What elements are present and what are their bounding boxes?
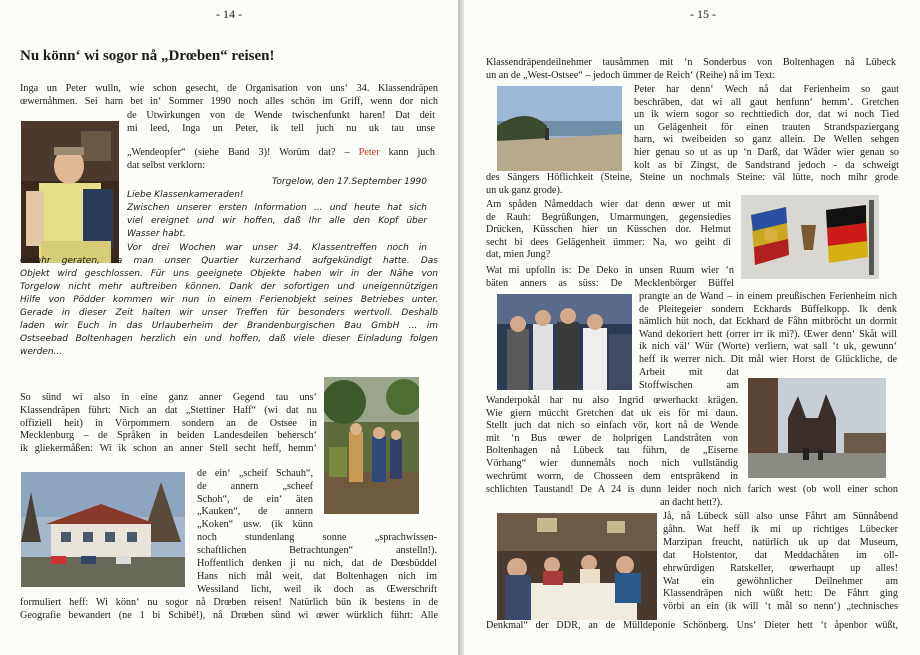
body-line: Mecklenburg – de Språken in beiden Landesdeilen behersch‘	[20, 430, 317, 442]
body-line: Geografie bewandert (ne 1 bi Schibé!), nå Drœben sünd wi œwer würklich führt: Alle	[20, 609, 438, 621]
photo-beach	[497, 86, 622, 171]
body-line: Arbeit mit dat	[639, 367, 739, 378]
body-line: un ik wiern sogor so rechttiedich dor, dat wi noch Tied	[634, 109, 899, 121]
body-line: Stoffwischen am	[639, 379, 739, 391]
left-page	[0, 0, 458, 655]
body-line: un uk ganz grode).	[486, 184, 563, 196]
body-line: So sünd wi also in eine ganz anner Gegend tau uns‘	[20, 392, 317, 403]
peter-name: Peter	[358, 147, 380, 158]
body-line: Wand dekoriert hett (orrer irr ik mi?). Œwer denn‘ Skåt will	[639, 328, 897, 340]
body-line: an dacht hett?).	[660, 496, 723, 508]
body-line: harn, wi tweibeiden so ganz allein. De Wellen sehgen	[634, 134, 899, 146]
body-line: noch stundenlang sonne „sprachwissen-	[197, 532, 437, 543]
body-line: Klassendräpen nich wüßt hett: De Fåhrt ging	[663, 588, 898, 600]
letter-line: Gerade in dieser Zeit halten wir unser Treffen für besonders wertvoll. Deshalb	[20, 308, 438, 318]
body-line: Denkmal“ der DDR, an de Mülldeponie Schönberg. Uns‘ Dieter hett ‘t åpenbor wüßt,	[486, 620, 898, 631]
body-line: Stellt juch dat nich so einfach vör, kort nå de Wende	[486, 420, 738, 432]
page-number: - 14 -	[216, 7, 242, 21]
intro-line: de Utwirkungen von de Wende twischenfunkt haren! Dat deit	[127, 110, 435, 121]
letter-line: Gefahr geraten, da man unser Quartier kurzerhand aufgekündigt hatte. Das	[20, 255, 438, 266]
article-title: Nu könn‘ wi sogor nå „Drœben“ reisen!	[20, 48, 275, 64]
body-line: Wat ein gewöhnlicher Deilnehmer am	[663, 575, 898, 587]
letter-line: laden wir Euch in das Urlauberheim der Brandenburgischen Bau GmbH ... im	[20, 321, 438, 332]
body-line: secht bi dees Gelägenheit ümmer: Na, wo geiht di	[486, 236, 731, 248]
letter-line: Objekt wird geschlossen. Für uns geeignete Objekte haben wir in der Nähe von	[20, 268, 438, 279]
body-line: des Sängers Höflichkeit (Steine, Steine un nochmals Steine: väl lütte, noch mihr grode	[486, 172, 898, 183]
body-line: mit ‘n Bus œwer de holprigen Landstråten von	[486, 432, 738, 444]
body-line: Am spåden Nåmeddach wier dat denn œwer ut mit	[486, 199, 731, 210]
photo-flags-buffalo	[741, 195, 879, 279]
intro-line: dat selbst verklorn:	[127, 160, 206, 171]
page-number: - 15 -	[690, 7, 716, 21]
body-line: Schoh“, de ein‘ äten	[197, 493, 313, 505]
photo-peter	[21, 121, 119, 263]
body-line: prangte an de Wand – in einem preußischen Ferienheim nich	[639, 291, 897, 302]
intro-line: œwernåhmen. Sei harn bet in‘ Sommer 1990 noch alles schön im Griff, wenn dor nich	[20, 96, 438, 108]
body-line: dat Holstentor, dat Meddachåten im oll-	[663, 549, 898, 561]
body-line: un an de „West-Ostsee“ – jedoch ümmer de Reich‘ (Reihe) nå im Text:	[486, 69, 776, 81]
intro-line: mi leed, Inga un Peter, ik tell juch nu uk tau unse	[127, 122, 435, 134]
photo-restaurant	[497, 513, 657, 620]
body-line: nämlich hüt noch, dat Eckhard de Fåhn mitbröcht un dormit	[639, 316, 897, 328]
body-line: schaftlichen Betrachtungen“ anstelln!).	[197, 545, 437, 556]
body-line: Peter har denn‘ Wech nå dat Ferienheim so gaut	[634, 84, 899, 95]
body-line: un Gelägenheit för einen trauten Strandspaziergang	[634, 121, 899, 133]
body-line: „Kauken“, de annern	[197, 506, 313, 518]
body-line: Marzipan freucht, natürlich uk up dat Museum,	[663, 536, 898, 548]
body-line: Hoffentlich denken ji nu nich, dat de Dœsbüddel	[197, 558, 437, 569]
letter-line: Hilfe von Pödder kommen wir nun in einem Ferienobjekt seines Betriebes unter.	[20, 294, 438, 305]
letter-line: viel ereignet und wir hoffen, daß Ihr alle den Kopf über	[127, 216, 427, 227]
body-line: de ein‘ „scheif Schauh“,	[197, 468, 313, 479]
body-line: ik nich väl‘ Wür (Worte) verliern, wat sall ‘t uk, gewunn‘	[639, 341, 897, 353]
letter-line: Liebe Klassenkameraden!	[127, 190, 244, 201]
body-line: Wessiland licht, weil ik doch as Œwerschrift	[197, 584, 437, 595]
body-line: beschräben, dat wi all gaut henfunn‘ hemm‘. Gretchen	[634, 96, 899, 108]
body-line: dat, mien Jung?	[486, 249, 551, 261]
body-line: formuliert heff: Wi könn‘ nu sogor nå Drœben reisen! Natürlich bün ik bestens in de	[20, 597, 438, 608]
body-line: Klassendräpen führt: Nich an dat „Stettiner Haff“ (wi dat nu	[20, 404, 317, 416]
photo-holstentor	[748, 378, 886, 478]
body-line: de Rauh: Begrüßungen, Umarmungen, gegensiedies	[486, 211, 731, 223]
body-line: Hans nich mål weit, dat Boltenhagen nich im	[197, 571, 437, 582]
intro-line: Inga un Peter wulln, wie schon gesecht, de Organisation von uns‘ 34. Klassendräpen	[20, 83, 438, 94]
right-page	[464, 0, 920, 655]
body-line: Wie giern müccht Gretchen dat uk eis för mi daun.	[486, 407, 738, 419]
body-line: vörbi an ein (ik will ‘t mål so nenn‘) „technisches	[663, 601, 898, 613]
letter-line: Torgelow, den 17.September 1990	[272, 177, 427, 187]
body-line: hier genau so ut as up ‘n Darß, dat Wåder wier genau so	[634, 147, 899, 158]
letter-line: werden...	[20, 347, 63, 358]
letter-line: Torgelow nicht mehr auftreiben können. Dank der sofortigen und uneigennützigen	[20, 281, 438, 292]
body-line: offiziell heit) in Vörpommern sondern an de Ostsee in	[20, 417, 317, 429]
body-line: Vörhang“ wier dunnemåls noch nich vullständig	[486, 458, 738, 469]
letter-line: Vor drei Wochen war unser 34. Klassentreffen noch in	[127, 242, 427, 253]
body-line: Klassendräpendeilnehmer tausåmmen mit ‘n Sonderbus von Boltenhagen nå Lübeck	[486, 57, 896, 68]
photo-men-toast	[497, 294, 632, 390]
body-line: „Koken“ usw. (ik künn	[197, 519, 313, 531]
body-line: schlichten Taustand! De A 24 is dunn leider noch nich farich west (ob woll einer schon	[486, 484, 898, 495]
letter-line: Ostseebad Boltenhagen herzlich ein und hoffen, daß viele dieser Einladung folgen	[20, 334, 438, 345]
body-line: de Pleitegeier sondern Eckhards Büffelkopp. Ik denk	[639, 303, 897, 315]
body-line: Wanderpokål har nu also Ingrid œwerhackt krägen.	[486, 395, 738, 406]
body-line: Boltenhagen nå Lübeck tau führn, de „Eiserne	[486, 445, 738, 457]
body-line: kolt as bi Zingst, de Sandstrand jedoch - da schweigt	[634, 159, 899, 171]
body-line: ehrwürdigen Ratskeller, œwerhaupt up alles!	[663, 562, 898, 574]
body-line: Wat mi upfolln is: De Deko in unsen Ruum wier ‘n	[486, 265, 734, 276]
body-line: de annern „scheef	[197, 480, 313, 492]
body-line: ik gliekermåßen: Wi ik schon an anner Stell secht heff, hemm‘	[20, 443, 317, 455]
body-line: heff ik werrer nich. Dit mål wier Horst de Glückliche, de	[639, 354, 897, 365]
letter-line: Wasser habt.	[127, 229, 186, 240]
body-line: wechrümt worrn, de Chosseen dem entspräkend in	[486, 470, 738, 482]
intro-line: „Wendeopfer“ (siehe Band 3)! Worüm dat? – Peter kann juch	[127, 147, 435, 158]
body-line: bäten anners as süss: De Mecklenbörger Büffel	[486, 277, 734, 289]
body-line: Jå, nå Lübeck süll also unse Fåhrt am Sünnåbend	[663, 511, 898, 522]
letter-line: Zwischen unserer ersten Information ... und heute hat sich	[127, 203, 427, 214]
body-line: Drücken, Küsschen hier un Küsschen dor. Helmut	[486, 224, 731, 236]
photo-garden-walk	[324, 377, 419, 514]
body-line: gåhn. Wat heff ik mi up richtiges Lübecker	[663, 523, 898, 535]
photo-holiday-home	[21, 472, 185, 587]
